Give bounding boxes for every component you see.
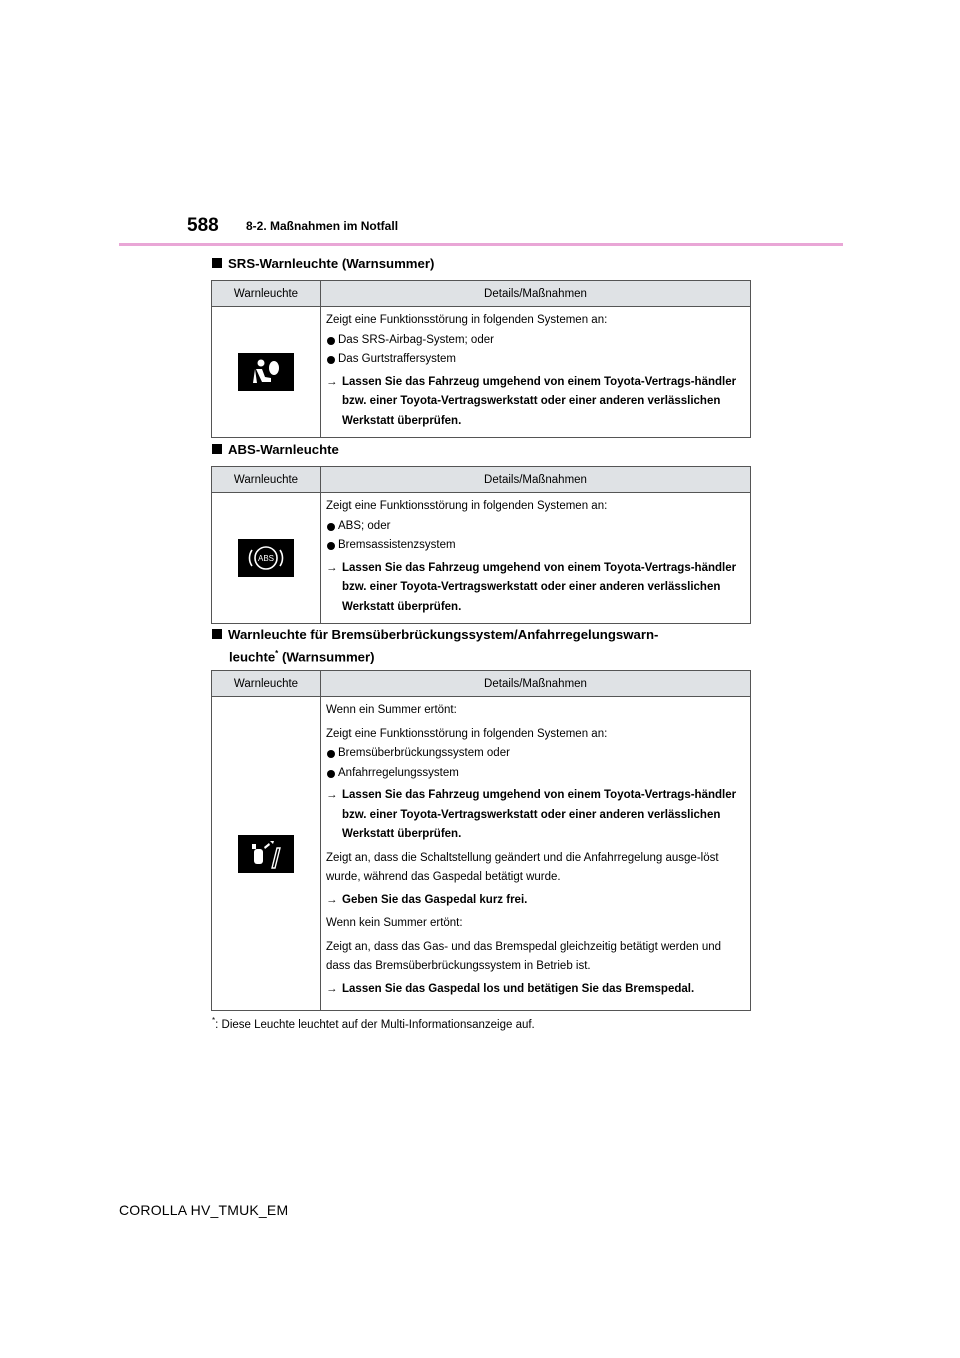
brake-override-table bbox=[211, 670, 751, 1011]
square-bullet-icon bbox=[212, 629, 222, 639]
action-text: → Lassen Sie das Fahrzeug umgehend von einem Toyota-Vertrags-händler bzw. einer Toyota-Vertragswerkstatt oder einer anderen verlässlichen Werkstatt überprüfen. bbox=[326, 373, 745, 432]
icon-cell bbox=[212, 697, 321, 1011]
section-heading-abs: ABS-Warnleuchte bbox=[212, 440, 339, 459]
details-cell bbox=[321, 307, 751, 438]
arrow-icon: → bbox=[326, 982, 338, 995]
page-number: 588 bbox=[187, 215, 219, 236]
details-cell bbox=[321, 493, 751, 624]
bullet-item: Das Gurtstraffersystem bbox=[326, 350, 745, 370]
square-bullet-icon bbox=[212, 444, 222, 454]
footnote-mark: * bbox=[275, 649, 279, 658]
section-heading-brake-override: Warnleuchte für Bremsüberbrückungssystem/Anfahrregelungswarn- leuchte* (Warnsummer) bbox=[212, 625, 658, 666]
intro-text: Zeigt eine Funktionsstörung in folgenden Systemen an: bbox=[326, 727, 608, 740]
bullet-item: Bremsüberbrückungssystem oder bbox=[326, 744, 745, 764]
action-text: → Lassen Sie das Gaspedal los und betätigen Sie das Bremspedal. bbox=[326, 980, 745, 1000]
bullet-item: Das SRS-Airbag-System; oder bbox=[326, 331, 745, 351]
abs-table bbox=[211, 466, 751, 624]
icon-cell bbox=[212, 307, 321, 438]
abs-warning-icon bbox=[238, 539, 294, 577]
column-header-details: Details/Maßnahmen bbox=[321, 467, 751, 493]
header-rule bbox=[119, 243, 843, 246]
buzzer-off-text: Wenn kein Summer ertönt: bbox=[326, 917, 463, 929]
details-cell bbox=[321, 697, 751, 1011]
arrow-icon: → bbox=[326, 893, 338, 906]
intro-text: Zeigt eine Funktionsstörung in folgenden Systemen an: bbox=[326, 314, 608, 326]
buzzer-on-text: Wenn ein Summer ertönt: bbox=[326, 704, 457, 716]
intro-text: Zeigt eine Funktionsstörung in folgenden Systemen an: bbox=[326, 500, 608, 512]
section-heading-srs: SRS-Warnleuchte (Warnsummer) bbox=[212, 254, 434, 273]
footnote: *: Diese Leuchte leuchtet auf der Multi-Informationsanzeige auf. bbox=[212, 1016, 535, 1031]
column-header-light: Warnleuchte bbox=[212, 281, 321, 307]
column-header-details: Details/Maßnahmen bbox=[321, 281, 751, 307]
airbag-warning-icon bbox=[238, 353, 294, 391]
arrow-icon: → bbox=[326, 561, 338, 574]
bullet-item: Bremsassistenzsystem bbox=[326, 536, 745, 556]
icon-cell bbox=[212, 493, 321, 624]
pedal-text: Zeigt an, dass das Gas- und das Bremspedal gleichzeitig betätigt werden und dass das Bremsüberbrückungssystem in Betrieb ist. bbox=[326, 940, 722, 972]
bullet-item: ABS; oder bbox=[326, 517, 745, 537]
footnote-mark: * bbox=[212, 1016, 216, 1025]
action-text: → Lassen Sie das Fahrzeug umgehend von einem Toyota-Vertrags-händler bzw. einer Toyota-Vertragswerkstatt oder einer anderen verlässlichen Werkstatt überprüfen. bbox=[326, 559, 745, 618]
column-header-light: Warnleuchte bbox=[212, 671, 321, 697]
brake-override-warning-icon bbox=[238, 835, 294, 873]
action-text: → Lassen Sie das Fahrzeug umgehend von einem Toyota-Vertrags-händler bzw. einer Toyota-Vertragswerkstatt oder einer anderen verlässlichen Werkstatt überprüfen. bbox=[326, 786, 745, 845]
footer-model: COROLLA HV_TMUK_EM bbox=[119, 1202, 289, 1218]
abs-icon-label: ABS bbox=[257, 554, 275, 563]
srs-table bbox=[211, 280, 751, 438]
shift-text: Zeigt an, dass die Schaltstellung geändert und die Anfahrregelung ausge-löst wurde, während das Gaspedal betätigt wurde. bbox=[326, 851, 719, 883]
arrow-icon: → bbox=[326, 789, 338, 801]
square-bullet-icon bbox=[212, 258, 222, 268]
column-header-light: Warnleuchte bbox=[212, 467, 321, 493]
action-text: → Geben Sie das Gaspedal kurz frei. bbox=[326, 891, 745, 911]
chapter-title: 8-2. Maßnahmen im Notfall bbox=[246, 219, 399, 233]
bullet-item: Anfahrregelungssystem bbox=[326, 764, 745, 784]
arrow-icon: → bbox=[326, 375, 338, 388]
column-header-details: Details/Maßnahmen bbox=[321, 671, 751, 697]
